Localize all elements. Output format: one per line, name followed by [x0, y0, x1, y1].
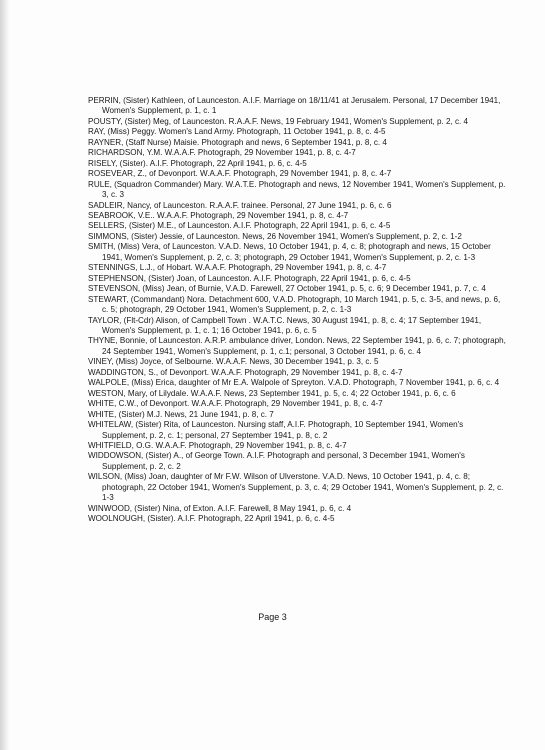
index-entry: WIDDOWSON, (Sister) A., of George Town. A.I.F. Photograph and personal, 3 December 1941, Women's Supplement, p. 2, c. 2 — [88, 451, 465, 471]
index-entry: STEWART, (Commandant) Nora. Detachment 600, V.A.D. Photograph, 10 March 1941, p. 5, c. 3-5, and news, p. 6, c. 5; photograph, 29 October 1941, Women's Supplement, p. 2, c. 1-3 — [88, 294, 501, 315]
index-entry: WILSON, (Miss) Joan, daughter of Mr F.W. Wilson of Ulverstone. V.A.D. News, 10 October 1941, p. 4, c. 8; photograph, 22 October 1941, Women's Supplement, p. 3, c. 4; 29 October 1941, Women's Supplement, p. 2, c. 1-3 — [88, 472, 504, 503]
index-entry: RICHARDSON, Y.M. W.A.A.F. Photograph, 29 November 1941, p. 8, c. 4-7 — [88, 148, 356, 158]
scan-edge-shadow — [0, 0, 10, 750]
index-entry: WADDINGTON, S., of Devonport. W.A.A.F. Photograph, 29 November 1941, p. 8, c. 4-7 — [88, 367, 403, 377]
index-entry: STENNINGS, L.J., of Hobart. W.A.A.F. Photograph, 29 November 1941, p. 8, c. 4-7 — [88, 263, 387, 273]
index-entry: WHITELAW, (Sister) Rita, of Launceston. Nursing staff, A.I.F. Photograph, 10 September 1941, Women's Supplement, p. 2, c. 1; personal, 27 September 1941, p. 8, c. 2 — [88, 420, 464, 440]
index-entry: WHITE, C.W., of Devonport. W.A.A.F. Photograph, 29 November 1941, p. 8, c. 4-7 — [88, 399, 383, 409]
index-entry: SEABROOK, V.E.. W.A.A.F. Photograph, 29 November 1941, p. 8, c. 4-7 — [88, 210, 349, 220]
index-entry: WESTON, Mary, of Lilydale. W.A.A.F. News, 23 September 1941, p. 5, c. 4; 22 October 1941, p. 6, c. 6 — [88, 388, 456, 398]
index-entry: SADLEIR, Nancy, of Launceston. R.A.A.F. trainee. Personal, 27 June 1941, p. 6, c. 6 — [88, 200, 392, 210]
index-entry: THYNE, Bonnie, of Launceston. A.R.P. ambulance driver, London. News, 22 September 1941, p. 6, c. 7; photograph, 24 September 1941, Women's Supplement, p. 1, c.1; personal, 3 October 1941, p. 6, c. 4 — [88, 336, 506, 356]
index-entry: WHITE, (Sister) M.J. News, 21 June 1941, p. 8, c. 7 — [88, 409, 274, 419]
index-entry: STEVENSON, (Miss) Jean, of Burnie, V.A.D. Farewell, 27 October 1941, p. 5, c. 6; 9 December 1941, p. 7, c. 4 — [88, 284, 486, 294]
index-entry: RAYNER, (Staff Nurse) Maisie. Photograph and news, 6 September 1941, p. 8, c. 4 — [88, 137, 387, 147]
index-entry: RAY, (Miss) Peggy. Women's Land Army. Photograph, 11 October 1941, p. 8, c. 4-5 — [88, 127, 386, 137]
index-entry: SIMMONS, (Sister) Jessie, of Launceston. News, 26 November 1941, Women's Supplement, p. 2, c. 1-2 — [88, 231, 462, 241]
index-entry: STEPHENSON, (Sister) Joan, of Launceston. A.I.F. Photograph, 22 April 1941, p. 6, c. 4-5 — [88, 273, 411, 283]
index-entry: TAYLOR, (Flt-Cdr) Alison, of Campbell Town . W.A.T.C. News, 30 August 1941, p. 8, c. 4; 17 September 1941, Women's Supplement, p. 1, c. 1; 16 October 1941, p. 6, c. 5 — [88, 315, 482, 335]
index-entry: PERRIN, (Sister) Kathleen, of Launceston. A.I.F. Marriage on 18/11/41 at Jerusalem. Personal, 17 December 1941, Women's Supplement, p. 1, c. 1 — [88, 96, 501, 116]
index-entry: WINWOOD, (Sister) Nina, of Exton. A.I.F. Farewell, 8 May 1941, p. 6, c. 4 — [88, 503, 352, 513]
index-entry: VINEY, (Miss) Joyce, of Selbourne. W.A.A.F. News, 30 December 1941, p. 3, c. 5 — [88, 357, 379, 367]
index-entry: RULE, (Squadron Commander) Mary. W.A.T.E. Photograph and news, 12 November 1941, Women's Supplement, p. 3, c. 3 — [88, 179, 506, 200]
index-entry: POUSTY, (Sister) Meg, of Launceston. R.A.A.F. News, 19 February 1941, Women's Supplement, p. 2, c. 4 — [88, 116, 469, 126]
index-entry: SELLERS, (Sister) M.E., of Launceston. A.I.F. Photograph, 22 April 1941, p. 6, c. 4-5 — [88, 221, 391, 231]
index-entry: WHITFIELD, O.G. W.A.A.F. Photograph, 29 November 1941, p. 8, c. 4-7 — [88, 440, 347, 450]
index-entry: ROSEVEAR, Z., of Devonport. W.A.A.F. Photograph, 29 November 1941, p. 8, c. 4-7 — [88, 169, 392, 179]
index-entry: RISELY, (Sister). A.I.F. Photograph, 22 April 1941, p. 6, c. 4-5 — [88, 158, 307, 168]
index-entry: WOOLNOUGH, (Sister). A.I.F. Photograph, 22 April 1941, p. 6, c. 4-5 — [88, 514, 335, 524]
index-entry-list — [88, 96, 508, 525]
index-entry: SMITH, (Miss) Vera, of Launceston. V.A.D. News, 10 October 1941, p. 4, c. 8; photograph and news, 15 October 1941, Women's Supplement, p. 2, c. 3; photograph, 29 October 1941, Women's Supplement, p. 2, c. 1-3 — [88, 242, 491, 262]
index-entry: WALPOLE, (Miss) Erica, daughter of Mr E.A. Walpole of Spreyton. V.A.D. Photograph, 7 November 1941, p. 6, c. 4 — [88, 378, 500, 388]
page-number: Page 3 — [258, 612, 287, 622]
